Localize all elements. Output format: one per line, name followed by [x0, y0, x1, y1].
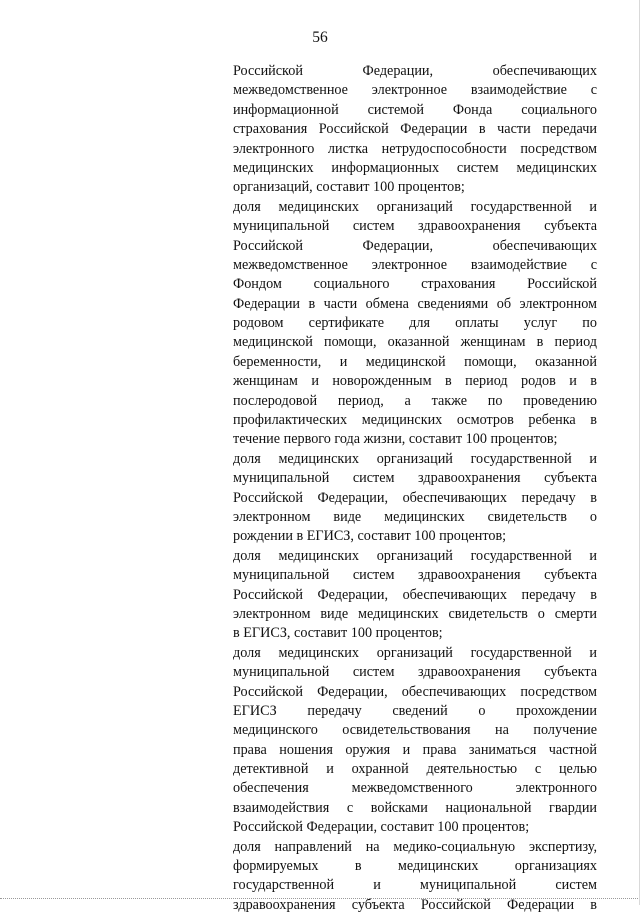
text-line: медицинской помощи, оказанной женщинам в период	[233, 334, 597, 351]
text-line: электронном виде медицинских свидетельств о	[233, 508, 597, 525]
text-line: послеродовой период, а также по проведению	[233, 392, 597, 409]
text-line: рождении в ЕГИСЗ, составит 100 процентов;	[233, 528, 507, 545]
text-line: доля медицинских организаций государственной и	[233, 198, 597, 215]
text-line: доля медицинских организаций государственной и	[233, 547, 597, 564]
text-line: доля направлений на медико-социальную экспертизу,	[233, 838, 597, 855]
text-line: детективной и охранной деятельностью с целью	[233, 761, 597, 778]
text-line: межведомственное электронное взаимодействие с	[233, 82, 597, 99]
text-line: муниципальной систем здравоохранения субъекта	[233, 567, 597, 584]
text-line: обеспечения межведомственного электронного	[233, 780, 597, 797]
text-line: родовом сертификате для оплаты услуг по	[233, 315, 597, 332]
document-body	[233, 62, 597, 915]
text-line: формируемых в медицинских организациях	[233, 858, 597, 875]
text-line: медицинского освидетельствования на получение	[233, 722, 597, 739]
text-line: профилактических медицинских осмотров ребенка в	[233, 412, 597, 429]
text-line: муниципальной систем здравоохранения субъекта	[233, 664, 597, 681]
text-line: муниципальной систем здравоохранения субъекта	[233, 470, 597, 487]
text-line: информационной системой Фонда социального	[233, 101, 597, 118]
text-line: Фондом социального страхования Российской	[233, 276, 597, 293]
text-line: государственной и муниципальной систем	[233, 877, 597, 894]
text-line: муниципальной систем здравоохранения субъекта	[233, 218, 597, 235]
text-line: доля медицинских организаций государственной и	[233, 450, 597, 467]
text-line: беременности, и медицинской помощи, оказанной	[233, 353, 597, 370]
text-line: Российской Федерации, обеспечивающих передачу в	[233, 586, 597, 603]
text-line: взаимодействия с войсками национальной гвардии	[233, 799, 597, 816]
text-line: организаций, составит 100 процентов;	[233, 179, 465, 196]
text-line: течение первого года жизни, составит 100 процентов;	[233, 431, 558, 448]
text-line: Российской Федерации, составит 100 процентов;	[233, 819, 530, 836]
text-line: Российской Федерации, обеспечивающих	[233, 237, 597, 254]
text-line: страхования Российской Федерации в части передачи	[233, 121, 597, 138]
text-line: доля медицинских организаций государственной и	[233, 644, 597, 661]
scan-bottom-edge	[0, 898, 640, 899]
text-line: Российской Федерации, обеспечивающих передачу в	[233, 489, 597, 506]
text-line: электронного листка нетрудоспособности посредством	[233, 140, 597, 157]
text-line: Российской Федерации, обеспечивающих	[233, 63, 597, 79]
text-line: электронном виде медицинских свидетельств о смерти	[233, 605, 597, 622]
text-line: ЕГИСЗ передачу сведений о прохождении	[233, 702, 597, 719]
text-line: в ЕГИСЗ, составит 100 процентов;	[233, 625, 443, 642]
text-line: здравоохранения субъекта Российской Федерации в	[233, 896, 597, 913]
text-line: медицинских информационных систем медицинских	[233, 159, 597, 176]
text-line: женщинам и новорожденным в период родов и в	[233, 373, 597, 390]
text-line: Российской Федерации, обеспечивающих посредством	[233, 683, 597, 700]
text-line: права ношения оружия и права заниматься частной	[233, 741, 597, 758]
page-number: 56	[312, 29, 328, 46]
text-line: межведомственное электронное взаимодействие с	[233, 256, 597, 273]
text-line: Федерации в части обмена сведениями об электронном	[233, 295, 597, 312]
